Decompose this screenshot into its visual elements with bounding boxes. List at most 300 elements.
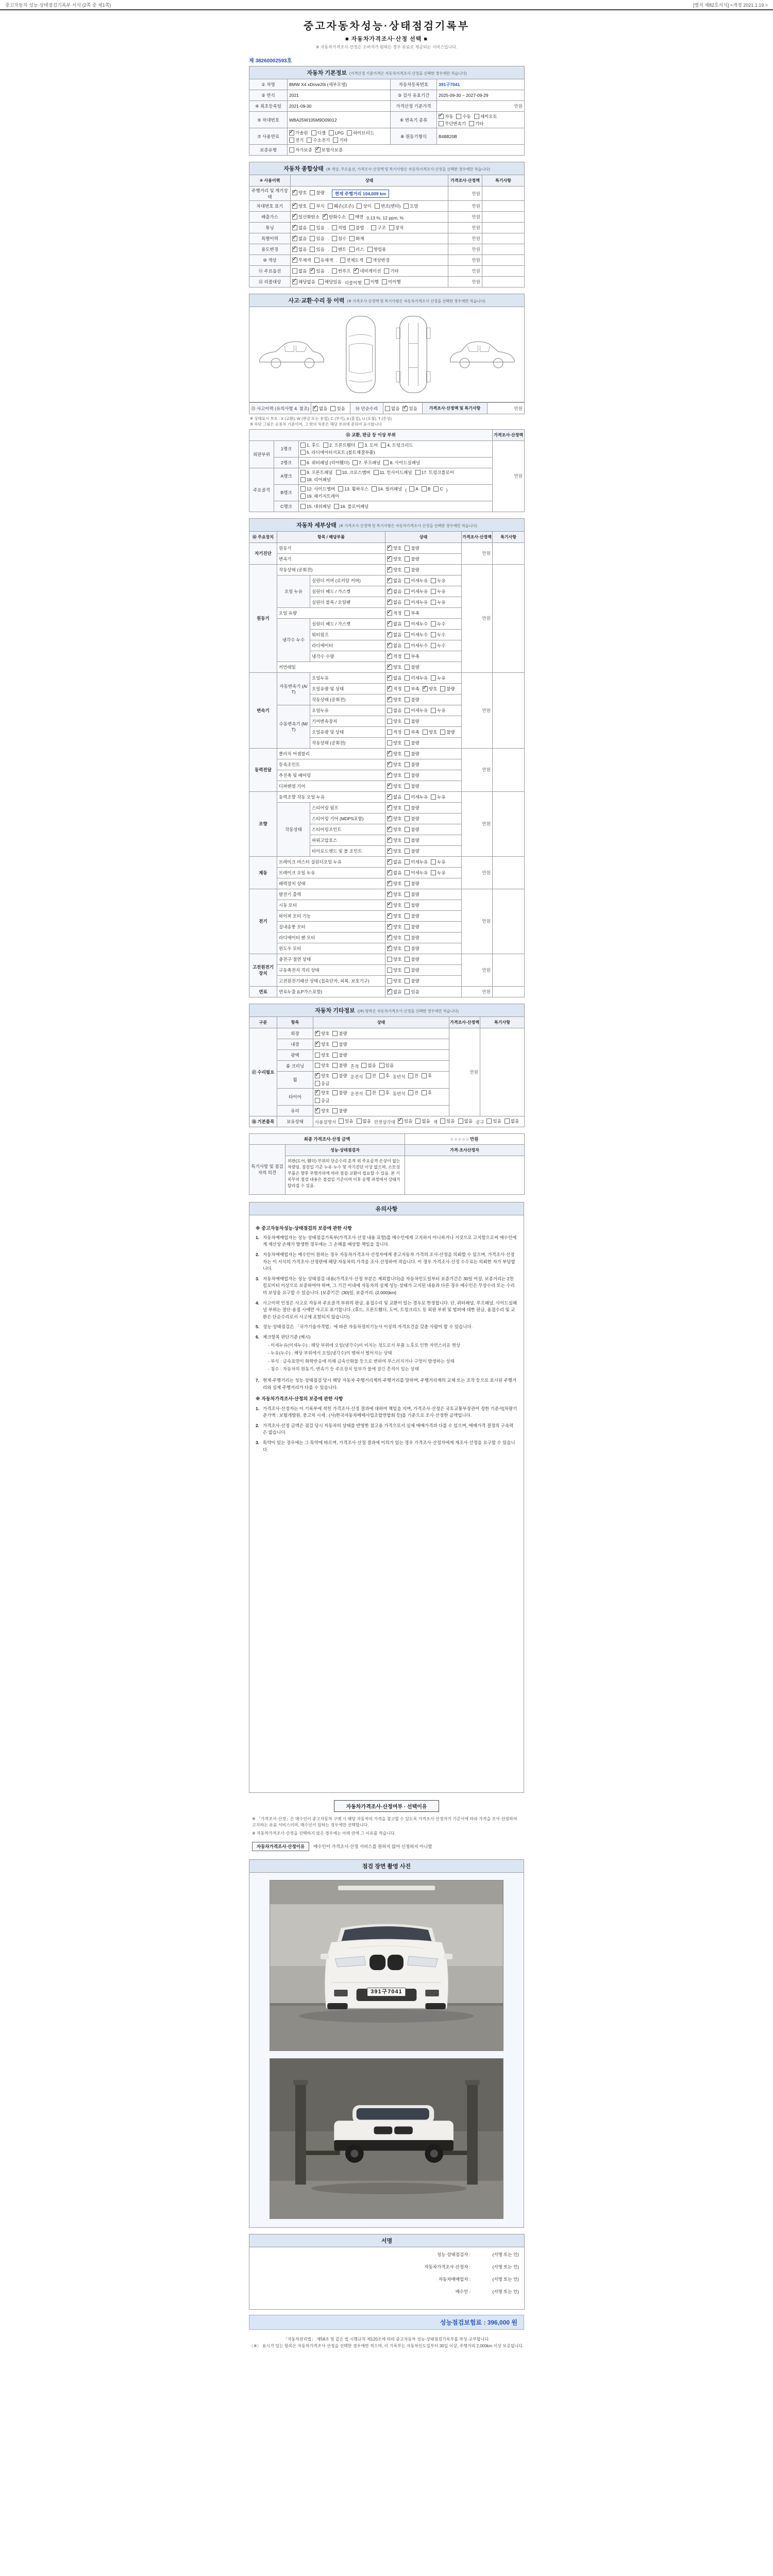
checkbox[interactable] [357,204,362,209]
checkbox[interactable] [431,794,436,800]
checkbox[interactable] [314,258,320,263]
checkbox[interactable] [405,859,410,865]
checkbox[interactable] [366,1073,371,1078]
checkbox-label: 양호 [393,967,402,973]
checkbox[interactable] [328,204,333,209]
checkbox[interactable] [405,708,410,713]
checkbox[interactable] [300,486,306,492]
part-label: 오일누유 [310,705,385,716]
checkbox[interactable] [372,486,377,492]
column-header: 구분 [249,1016,277,1028]
checkbox-option [389,225,404,231]
checkbox[interactable] [431,643,436,648]
checkbox-checked[interactable] [387,849,392,854]
checkbox[interactable] [431,578,436,583]
checkbox-option [332,1090,347,1096]
basic-info-table [249,66,525,156]
checkbox[interactable] [387,978,392,984]
inspection-photo-front-image [270,1880,503,2050]
checkbox-label: 18. 리어패널 [307,477,331,482]
checkbox[interactable] [332,268,337,274]
checkbox-option [405,870,428,876]
checkbox[interactable] [300,450,306,455]
checkbox[interactable] [405,773,410,778]
notice-box [249,1202,524,1793]
checkbox[interactable] [366,258,372,263]
checkbox[interactable] [505,1118,510,1124]
checkbox[interactable] [405,632,410,637]
state-options [385,543,462,553]
checkbox[interactable] [405,827,410,832]
checkbox-checked[interactable] [387,589,392,594]
checkbox-checked[interactable] [387,675,392,681]
checkbox[interactable] [379,1063,384,1068]
checkbox[interactable] [307,138,312,143]
row-label: ⑪ 주요옵션 [249,266,291,277]
checkbox[interactable] [332,225,337,230]
checkbox[interactable] [332,1108,338,1113]
field-label: 보증유형 [249,145,288,156]
state-options [313,1071,449,1088]
checkbox-label: 양호 [321,1041,330,1047]
checkbox[interactable] [371,225,376,230]
checkbox-checked[interactable] [310,268,315,274]
checkbox[interactable] [289,138,294,143]
checkbox[interactable] [332,1031,338,1036]
state-options [385,986,462,997]
checkbox[interactable] [405,849,410,854]
checkbox-checked[interactable] [315,147,321,152]
checkbox-option [374,469,412,476]
option-separator: 흔적 [350,1064,359,1069]
notice-item [256,1439,517,1453]
checkbox[interactable] [405,686,410,691]
checkbox-checked[interactable] [423,686,428,691]
checkbox[interactable] [387,719,392,724]
checkbox-option [402,405,417,412]
section-title-text: 자동차 기본정보 [307,70,347,76]
checkbox[interactable] [349,214,354,219]
checkbox[interactable] [486,1118,492,1124]
checkbox-checked[interactable] [292,236,297,241]
table-row [249,954,525,964]
checkbox-option [387,556,401,562]
checkbox[interactable] [405,913,410,919]
checkbox[interactable] [332,1073,338,1078]
checkbox[interactable] [405,978,410,984]
checkbox-checked[interactable] [387,665,392,670]
checkbox[interactable] [347,130,352,135]
checkbox-checked[interactable] [387,751,392,756]
checkbox-label: 없음 [298,268,307,274]
checkbox[interactable] [332,236,337,241]
checkbox[interactable] [405,794,410,800]
checkbox[interactable] [300,443,306,448]
checkbox-option [315,1080,329,1087]
checkbox[interactable] [349,225,355,230]
checkbox[interactable] [318,279,324,284]
checkbox[interactable] [315,1063,320,1068]
checkbox-checked[interactable] [387,611,392,616]
state-options [291,233,448,244]
checkbox[interactable] [336,470,341,475]
checkbox-checked[interactable] [387,643,392,648]
checkbox[interactable] [405,924,410,929]
checkbox[interactable] [358,443,363,448]
checkbox[interactable] [405,892,410,897]
checkbox[interactable] [405,805,410,810]
checkbox[interactable] [385,406,390,411]
checkbox[interactable] [405,740,410,745]
checkbox[interactable] [332,1063,338,1068]
checkbox[interactable] [387,740,392,745]
checkbox-checked[interactable] [387,870,392,875]
checkbox-label: 후 [385,1073,390,1078]
checkbox[interactable] [405,751,410,756]
checkbox[interactable] [334,504,339,509]
checkbox-checked[interactable] [387,567,392,572]
checkbox[interactable] [338,486,343,492]
checkbox-checked[interactable] [387,946,392,951]
checkbox-option [387,870,401,876]
checkbox[interactable] [315,1081,320,1086]
checkbox[interactable] [405,784,410,789]
checkbox[interactable] [422,486,427,492]
part-label: 오일 유량 [277,607,385,618]
checkbox-checked[interactable] [387,578,392,583]
checkbox-checked[interactable] [387,762,392,767]
checkbox-checked[interactable] [398,1118,403,1124]
checkbox[interactable] [387,730,392,735]
checkbox-label: 불량 [411,567,419,572]
checkbox-checked[interactable] [315,1108,320,1113]
checkbox[interactable] [310,236,315,241]
checkbox[interactable] [405,621,410,626]
checkbox[interactable] [292,268,297,274]
checkbox[interactable] [440,1118,445,1124]
checkbox[interactable] [469,121,474,126]
checkbox[interactable] [405,643,410,648]
checkbox[interactable] [379,1073,384,1078]
checkbox-label: 일산화탄소 [298,214,320,219]
checkbox-checked[interactable] [387,632,392,637]
checkbox[interactable] [310,190,315,195]
checkbox-label: 양호 [393,761,402,767]
checkbox-checked[interactable] [387,546,392,551]
checkbox[interactable] [439,121,444,126]
checkbox[interactable] [405,697,410,702]
checkbox[interactable] [431,859,436,865]
checkbox[interactable] [330,406,335,411]
state-options [385,954,462,964]
checkbox-label: 양호 [298,190,307,195]
checkbox-checked[interactable] [315,1042,320,1047]
checkbox[interactable] [310,225,315,230]
checkbox[interactable] [405,611,410,616]
checkbox[interactable] [382,279,387,284]
checkbox[interactable] [310,204,315,209]
part-label: 연료누출 (LP가스포함) [277,986,385,997]
checkbox[interactable] [361,1063,366,1068]
checkbox[interactable] [405,719,410,724]
table-row [249,429,525,440]
checkbox-option [292,214,320,220]
checkbox[interactable] [405,567,410,572]
checkbox-label: 미세누유 [411,870,428,875]
checkbox[interactable] [405,730,410,735]
item-label: 휠 [277,1071,313,1088]
checkbox-checked[interactable] [315,1090,320,1095]
checkbox-label: 없음 [393,859,402,865]
checkbox[interactable] [383,460,389,465]
checkbox-checked[interactable] [292,204,297,209]
checkbox[interactable] [389,225,394,230]
checkbox[interactable] [405,870,410,875]
checkbox-option [405,545,419,551]
checkbox-checked[interactable] [354,268,359,274]
checkbox[interactable] [315,1098,320,1103]
checkbox[interactable] [405,903,410,908]
checkbox-checked[interactable] [315,1073,320,1078]
note-cell [480,1028,525,1116]
checkbox[interactable] [332,1090,338,1095]
checkbox-checked[interactable] [289,130,294,135]
checkbox-checked[interactable] [323,214,328,219]
checkbox[interactable] [405,578,410,583]
checkbox[interactable] [431,675,436,681]
checkbox[interactable] [357,1118,362,1124]
checkbox[interactable] [384,268,389,274]
checkbox-option [387,588,401,595]
checkbox[interactable] [474,114,479,119]
checkbox[interactable] [405,600,410,605]
option-separator: 동반석 [392,1091,406,1096]
rank-label: C랭크 [274,501,299,512]
state-options [385,586,462,597]
checkbox[interactable] [329,130,334,135]
checkbox[interactable] [431,870,436,875]
checkbox[interactable] [405,665,410,670]
notice-item [256,1324,517,1331]
checkbox[interactable] [405,556,410,562]
checkbox[interactable] [405,968,410,973]
checkbox-checked[interactable] [387,924,392,929]
checkbox-checked[interactable] [387,686,392,691]
checkbox[interactable] [315,1053,320,1058]
checkbox[interactable] [440,686,445,691]
section-header-row [249,294,525,307]
checkbox[interactable] [379,1090,384,1095]
checkbox[interactable] [405,881,410,886]
checkbox-label: 양호 [393,567,402,572]
checkbox[interactable] [300,504,306,509]
checkbox-checked[interactable] [292,225,297,230]
checkbox-checked[interactable] [387,989,392,994]
checkbox[interactable] [332,247,337,252]
checkbox[interactable] [456,114,461,119]
checkbox-option [387,967,401,973]
checkbox[interactable] [323,443,328,448]
part-label: 오일유량 및 상태 [310,726,385,737]
checkbox-option [300,449,375,455]
premium-label: 성능점검보험료 : [440,2318,486,2326]
checkbox-checked[interactable] [387,773,392,778]
checkbox[interactable] [405,989,410,994]
top-strip [0,0,773,10]
checkbox[interactable] [387,968,392,973]
checkbox-checked[interactable] [387,892,392,897]
checkbox-checked[interactable] [387,859,392,865]
checkbox-label: 누유 [437,675,446,681]
checkbox[interactable] [431,708,436,713]
form-name: 중고자동차 성능·상태점검기록부 서식 (2쪽 중 제1쪽) [5,3,111,8]
checkbox[interactable] [422,1090,427,1095]
checkbox[interactable] [374,470,379,475]
checkbox[interactable] [405,957,410,962]
checkbox-label: 불량 [411,891,419,897]
checkbox-checked[interactable] [387,654,392,659]
checkbox[interactable] [366,1090,371,1095]
checkbox-label: 불량 [339,1063,347,1068]
checkbox[interactable] [340,258,345,263]
checkbox-label: 불량 [339,1073,347,1078]
checkbox[interactable] [289,147,294,152]
section-basic-info [249,66,524,156]
checkbox[interactable] [431,632,436,637]
checkbox[interactable] [405,935,410,940]
checkbox[interactable] [405,762,410,767]
checkbox[interactable] [300,477,306,482]
notice-item-text: 사고이력 인정은 사고로 자동차 주요골격 부위의 판금, 용접수리 및 교환이 있는 경우로 한정합니다. 단, 쿼터패널, 루프패널, 사이드실패널 부위는 절단·용접 시에만 사고로 표기합니다. (후드, 프론트휀더, 도어, 트렁크리드 등 외판 부위 및 범퍼에 대한 판금, 용접수리 및 교환은 단순수리로서 사고에 포함되지 않습니다) [263,1300,517,1319]
checkbox-label: 누유 [437,870,446,875]
checkbox[interactable] [405,675,410,681]
section-title-text: 자동차 세부상태 [296,522,337,529]
checkbox[interactable] [310,247,315,252]
checkbox-checked[interactable] [387,903,392,908]
checkbox-label: 불량 [411,945,419,951]
checkbox[interactable] [352,460,358,465]
checkbox[interactable] [422,1073,427,1078]
checkbox-label: 없음 [393,642,402,648]
checkbox[interactable] [387,957,392,962]
checkbox[interactable] [332,1042,338,1047]
checkbox-label: 16. 플로어패널 [340,503,369,509]
checkbox-label: 미세누유 [411,794,428,800]
checkbox[interactable] [405,838,410,843]
checkbox[interactable] [405,946,410,951]
checkbox[interactable] [300,470,306,475]
state-options [385,845,462,856]
checkbox[interactable] [409,486,414,492]
checkbox-checked[interactable] [439,114,444,119]
checkbox-label: 9. 프론트패널 [307,470,333,475]
checkbox[interactable] [423,730,428,735]
checkbox[interactable] [367,247,373,252]
checkbox-checked[interactable] [292,279,297,284]
checkbox-checked[interactable] [387,881,392,886]
checkbox-checked[interactable] [315,1031,320,1036]
checkbox[interactable] [381,443,386,448]
notice-part-title: ※ 중고자동차성능·상태점검의 보증에 관한 사항 [256,1225,352,1231]
checkbox[interactable] [405,816,410,821]
part-label: 브레이크 마스터 실린더오일 누유 [277,856,385,867]
checkbox-option [315,1097,329,1104]
table-row [249,255,525,266]
checkbox-checked[interactable] [387,935,392,940]
checkbox-checked[interactable] [292,214,297,219]
checkbox[interactable] [408,1073,413,1078]
checkbox-checked[interactable] [402,406,408,411]
part-label: 실린더 블록 / 오일팬 [310,597,385,607]
notice-item-number: 7. [256,1377,260,1383]
checkbox-option [433,486,443,492]
checkbox-checked[interactable] [387,827,392,832]
checkbox[interactable] [333,138,338,143]
checkbox[interactable] [431,589,436,594]
checkbox[interactable] [405,589,410,594]
checkbox-option [405,989,419,995]
checkbox-checked[interactable] [292,258,297,263]
checkbox[interactable] [300,494,306,499]
checkbox-checked[interactable] [313,406,318,411]
checkbox-checked[interactable] [387,913,392,919]
checkbox-checked[interactable] [387,784,392,789]
row-label: ⑫ 리콜대상 [249,277,291,287]
checkbox-label: 양호 [393,816,402,821]
table-row [249,457,525,468]
checkbox-label: 양호 [393,826,402,832]
checkbox-checked[interactable] [387,621,392,626]
checkbox-checked[interactable] [292,247,297,252]
checkbox[interactable] [364,279,369,284]
checkbox[interactable] [349,236,355,241]
checkbox-checked[interactable] [387,794,392,800]
table-row [249,748,525,759]
checkbox[interactable] [415,470,421,475]
checkbox-checked[interactable] [387,805,392,810]
checkbox[interactable] [311,130,316,135]
checkbox[interactable] [300,460,306,465]
checkbox[interactable] [405,546,410,551]
checkbox[interactable] [405,654,410,659]
checkbox[interactable] [408,1090,413,1095]
checkbox[interactable] [431,600,436,605]
checkbox[interactable] [339,1118,344,1124]
checkbox[interactable] [415,1118,421,1124]
checkbox-label: 해당없음 [298,279,315,284]
checkbox[interactable] [404,204,409,209]
checkbox-option [310,246,324,252]
checkbox[interactable] [332,1053,338,1058]
checkbox-checked[interactable] [292,190,297,195]
checkbox[interactable] [387,708,392,713]
checkbox-checked[interactable] [387,816,392,821]
checkbox[interactable] [458,1118,463,1124]
checkbox-checked[interactable] [387,838,392,843]
checkbox[interactable] [349,247,355,252]
checkbox[interactable] [431,621,436,626]
checkbox-label: 양호 [393,978,402,984]
checkbox-option [310,203,324,209]
checkbox-checked[interactable] [387,600,392,605]
checkbox-checked[interactable] [387,556,392,562]
checkbox[interactable] [440,730,445,735]
price-cell: 만원 [448,187,482,201]
checkbox[interactable] [433,486,439,492]
checkbox[interactable] [375,204,380,209]
checkbox-option [379,1090,390,1096]
checkbox-checked[interactable] [387,697,392,702]
